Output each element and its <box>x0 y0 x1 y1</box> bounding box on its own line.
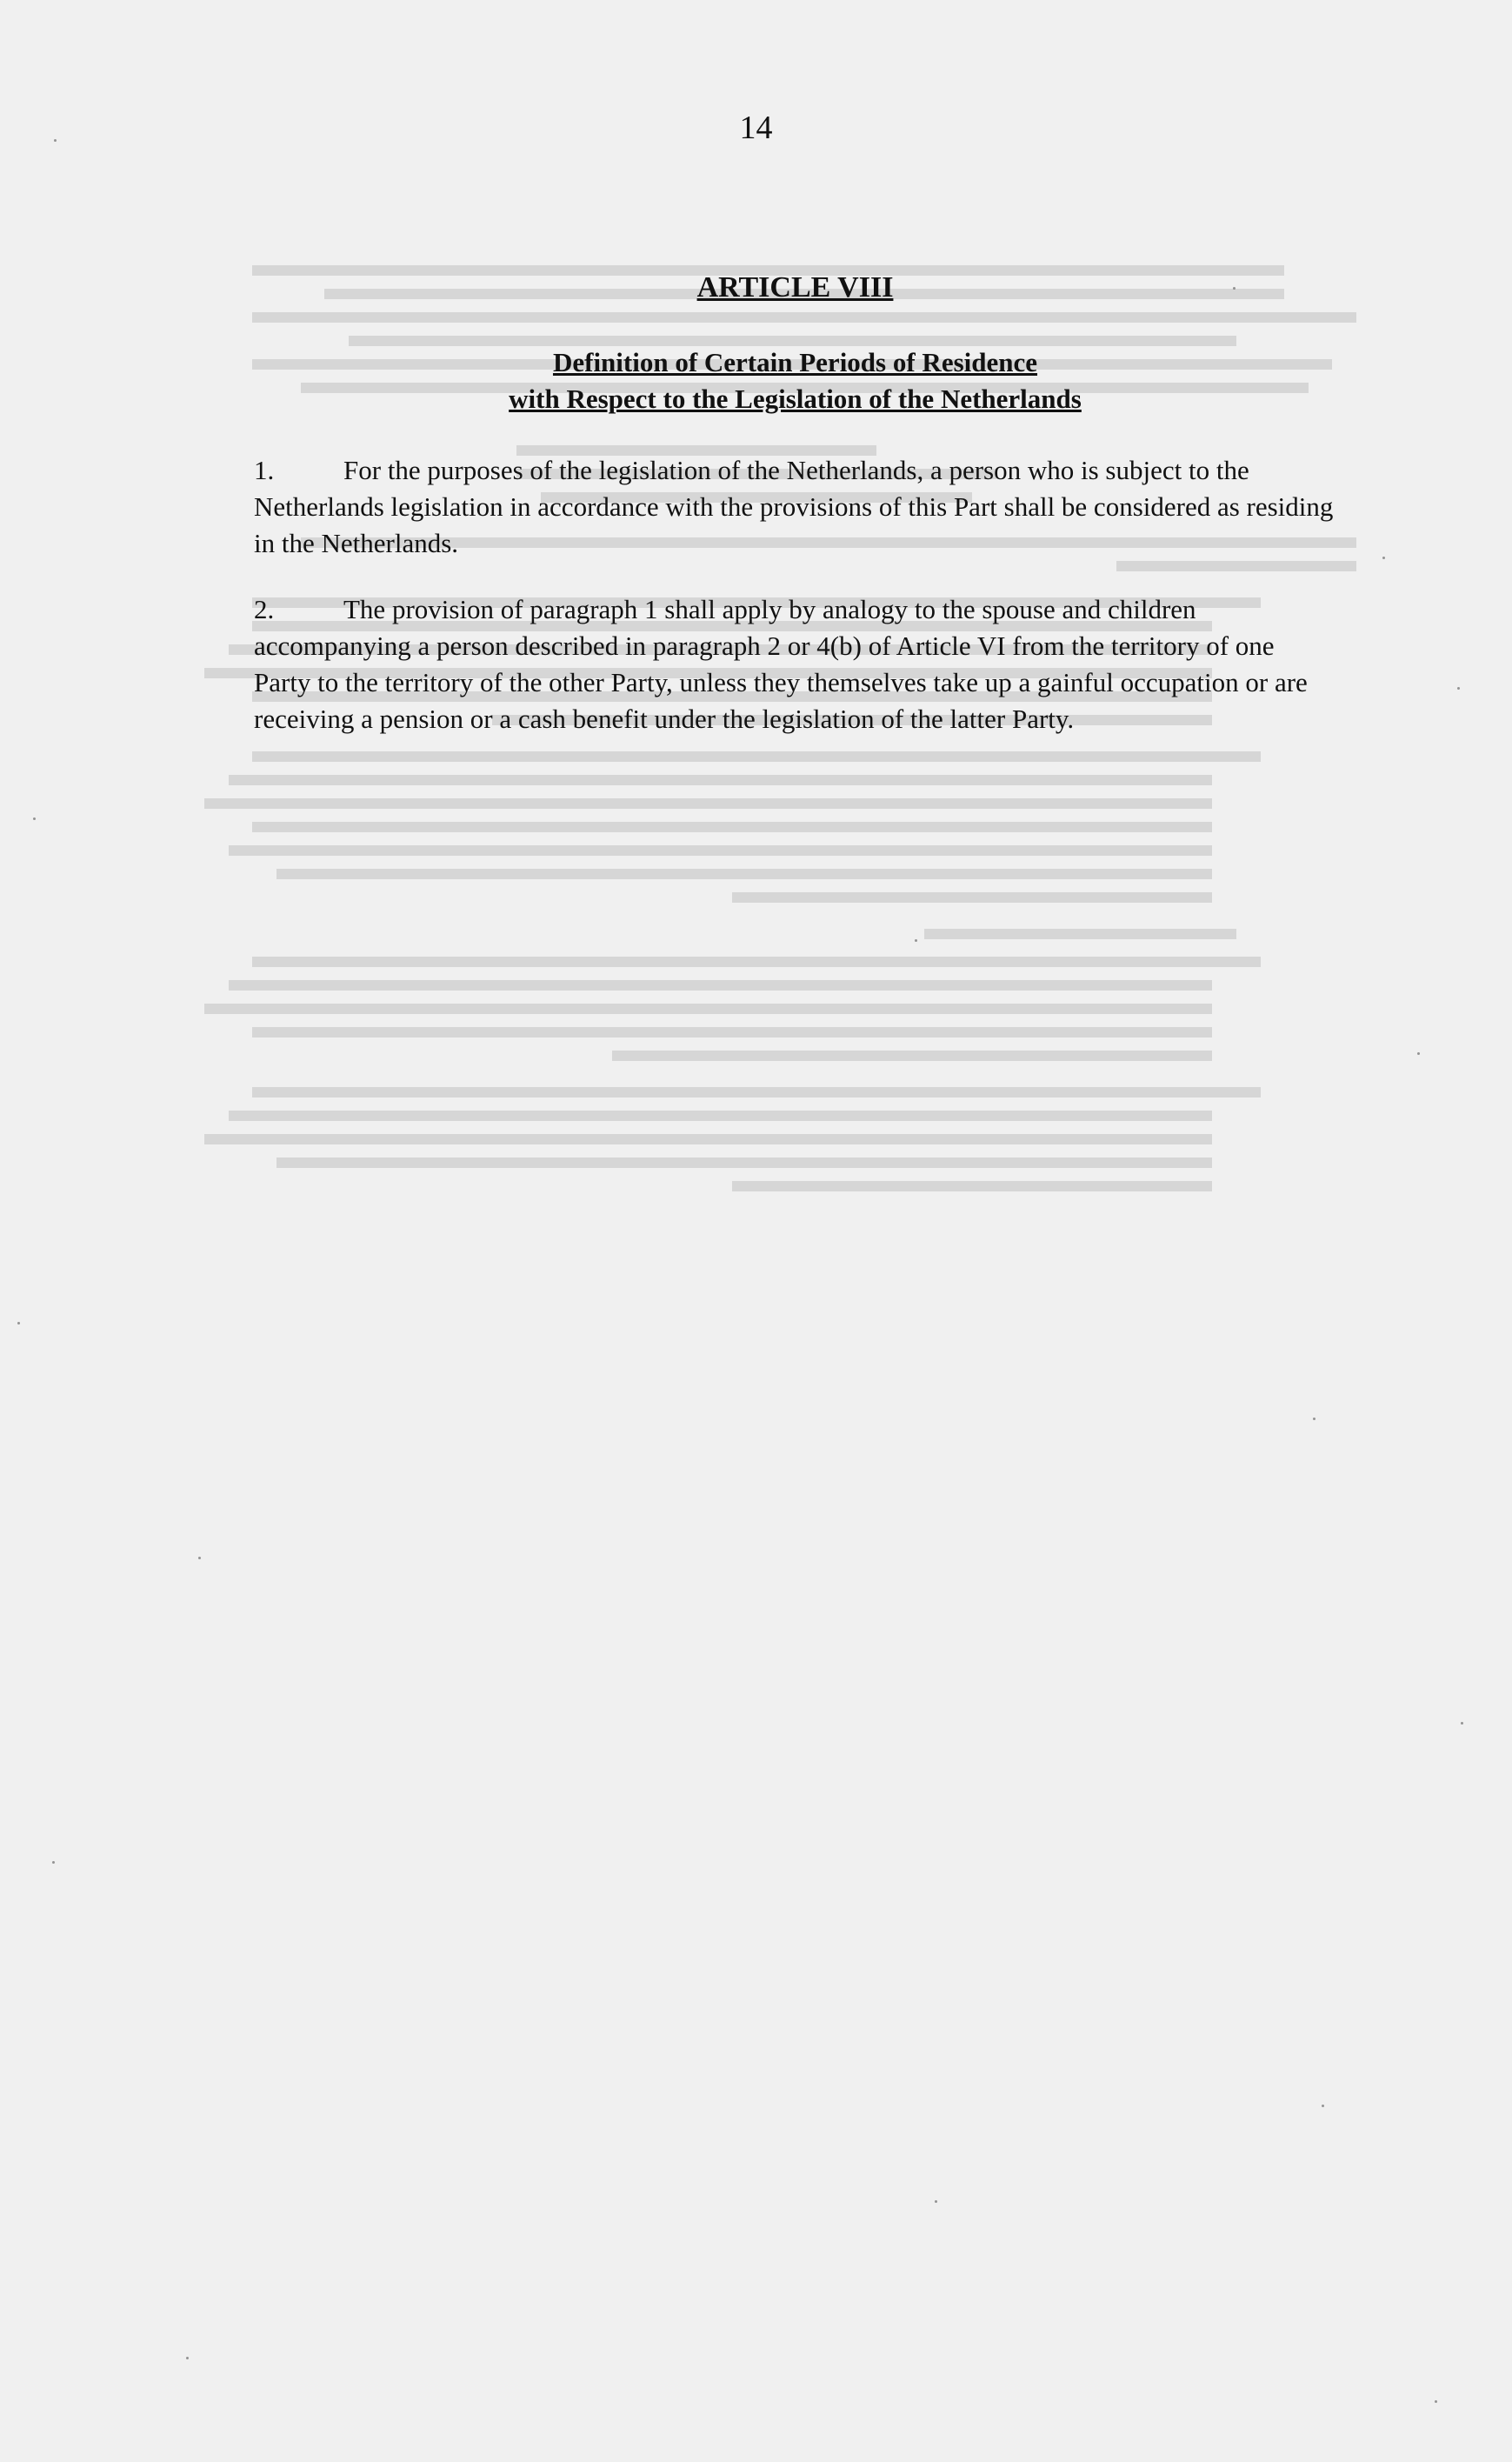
scan-speck <box>1461 1722 1463 1725</box>
paragraph-2-text: The provision of paragraph 1 shall apply by analogy to the spouse and children accompanying a person described in paragraph 2 or 4(b) of Article VI from the territory of one Party to the territory of the other Party, unless they themselves take up a gainful occupation or are receiving a pension or a cash benefit under the legislation of the latter Party. <box>254 594 1308 734</box>
article-heading: ARTICLE VIII <box>696 271 894 304</box>
paragraph-2-number: 2. <box>254 594 275 624</box>
scan-speck <box>915 939 917 942</box>
paragraph-2 <box>254 591 1336 737</box>
paragraph-1 <box>254 452 1336 562</box>
paragraph-1-number: 1. <box>254 455 275 485</box>
section-title <box>0 344 1512 417</box>
scan-speck <box>52 1861 55 1864</box>
scan-speck <box>1382 557 1385 559</box>
scan-speck <box>1417 1052 1420 1055</box>
scan-speck <box>1435 2400 1437 2403</box>
scan-speck <box>33 817 36 820</box>
scan-speck <box>198 1557 201 1559</box>
page-number: 14 <box>739 110 773 146</box>
scan-speck <box>1313 1418 1316 1420</box>
section-title-line-1: Definition of Certain Periods of Residence <box>552 347 1038 377</box>
scan-speck <box>186 2357 189 2359</box>
section-title-line-2: with Respect to the Legislation of the Netherlands <box>509 384 1082 414</box>
scan-speck <box>935 2200 937 2203</box>
scan-speck <box>1322 2105 1324 2107</box>
scan-speck <box>1233 287 1236 290</box>
scan-speck <box>17 1322 20 1324</box>
paragraph-1-text: For the purposes of the legislation of the Netherlands, a person who is subject to the Netherlands legislation in accordance with the provisions of this Part shall be considered as residing in the Netherlands. <box>254 455 1334 558</box>
scan-speck <box>54 139 57 142</box>
scan-speck <box>1457 687 1460 690</box>
